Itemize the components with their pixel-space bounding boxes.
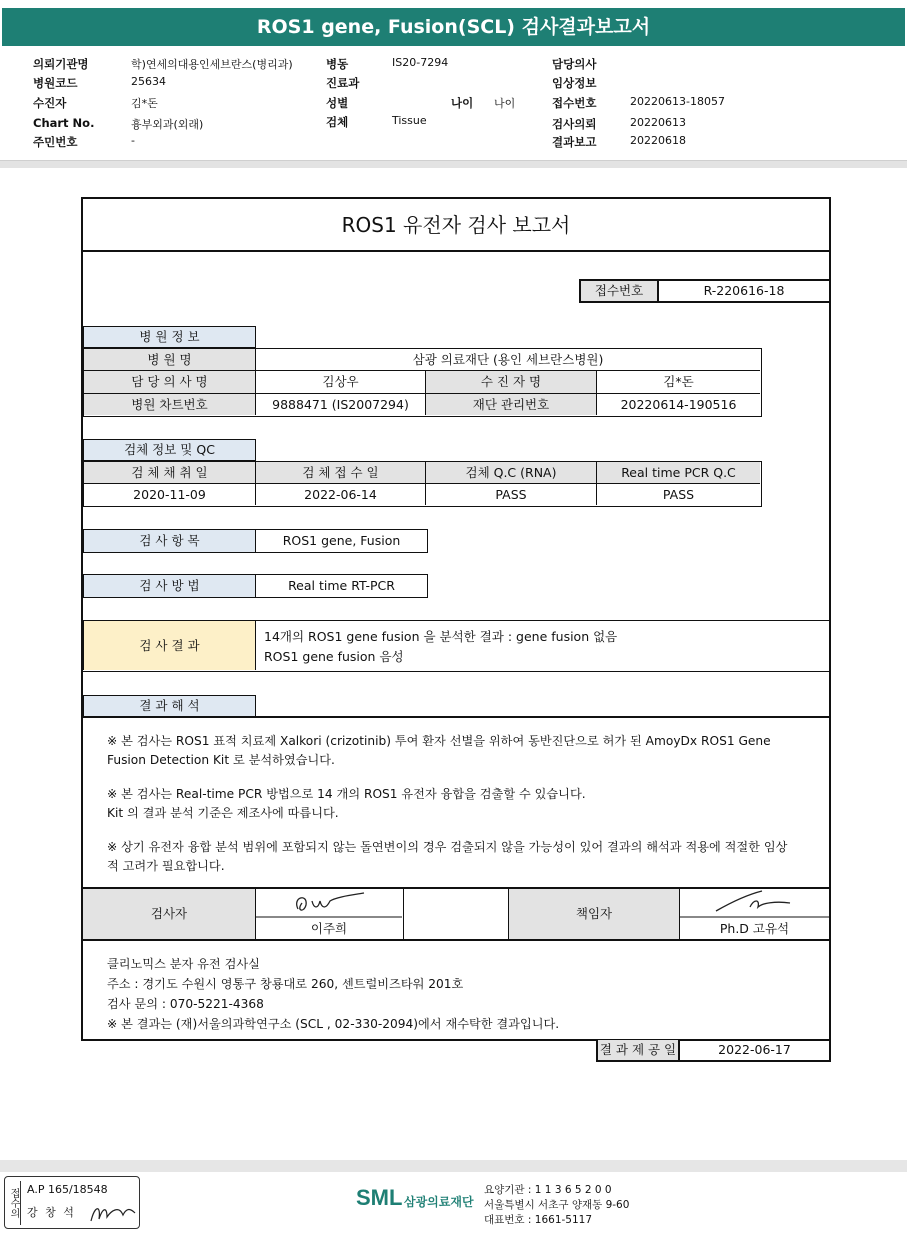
blank-cell xyxy=(404,889,509,939)
doctor-name-label: 담 당 의 사 명 xyxy=(84,371,256,394)
chart-value: 흉부외과(외래) xyxy=(131,118,204,131)
test-item-value: ROS1 gene, Fusion xyxy=(256,529,428,553)
header-divider xyxy=(0,160,907,168)
spec-header: 검체 Q.C (RNA) xyxy=(426,462,597,484)
interp-line: ※ 본 검사는 ROS1 표적 치료제 Xalkori (crizotinib) 투여 환자 선별을 위하여 동반진단으로 허가 된 AmoyDx ROS1 Gene xyxy=(107,734,771,748)
spec-header: Real time PCR Q.C xyxy=(597,462,760,484)
sml-logo-text: SML xyxy=(356,1185,403,1210)
spec-header: 검 체 채 취 일 xyxy=(84,462,256,484)
result-report-label: 결과보고 xyxy=(552,135,597,149)
method-label: 검 사 방 법 xyxy=(83,574,256,598)
rrn-label: 주민번호 xyxy=(33,135,78,149)
request-value: 20220613 xyxy=(630,116,686,129)
dept-label: 진료과 xyxy=(326,76,360,90)
doctor-label: 담당의사 xyxy=(552,57,597,71)
specimen-section-title: 검체 정보 및 QC xyxy=(83,439,256,461)
hospital-info-table xyxy=(83,348,762,417)
rrn-value: - xyxy=(131,134,135,147)
spec-value: 2022-06-14 xyxy=(256,484,426,505)
result-line-1: 14개의 ROS1 gene fusion 을 분석한 결과 : gene fusion 없음 xyxy=(264,629,618,644)
report-title: ROS1 유전자 검사 보고서 xyxy=(83,199,829,252)
request-label: 검사의뢰 xyxy=(552,117,597,131)
chart-no-value: 9888471 (IS2007294) xyxy=(256,394,426,415)
provide-date-value: 2022-06-17 xyxy=(680,1040,831,1062)
interp-line: ※ 본 검사는 Real-time PCR 방법으로 14 개의 ROS1 유전자 융합을 검출할 수 있습니다. xyxy=(107,787,586,801)
sex-label: 성별 xyxy=(326,96,349,110)
footer-divider xyxy=(0,1160,907,1172)
signature-row xyxy=(83,887,829,941)
interp-line: Fusion Detection Kit 로 분석하였습니다. xyxy=(107,753,335,767)
hospital-section-title: 병 원 정 보 xyxy=(83,326,256,348)
specimen-label: 검체 xyxy=(326,115,349,129)
patient-value: 김*돈 xyxy=(131,97,158,110)
lab-line: 검사 문의 : 070-5221-4368 xyxy=(107,997,264,1011)
result-line-2: ROS1 gene fusion 음성 xyxy=(264,649,404,664)
stamp-side-label: 접수의 xyxy=(7,1181,21,1225)
mgmt-no-value: 20220614-190516 xyxy=(620,397,737,412)
test-item-label: 검 사 항 목 xyxy=(83,529,256,553)
lab-line: 클리노믹스 분자 유전 검사실 xyxy=(107,957,260,971)
tester-signature-icon xyxy=(256,889,402,919)
responsible-signature-cell xyxy=(680,889,829,939)
org-name: 삼광의료재단 xyxy=(404,1195,474,1209)
responsible-label: 책임자 xyxy=(509,889,680,939)
org-info-2: 서울특별시 서초구 양재동 9-60 xyxy=(484,1199,630,1211)
patient-name-value: 김*돈 xyxy=(597,371,760,394)
interp-divider xyxy=(83,716,829,718)
org-info-1: 요양기관 : 1 1 3 6 5 2 0 0 xyxy=(484,1184,612,1196)
clinical-label: 임상정보 xyxy=(552,76,597,90)
tester-name: 이주희 xyxy=(310,921,348,936)
result-label: 검 사 결 과 xyxy=(83,621,256,670)
method-value: Real time RT-PCR xyxy=(256,574,428,598)
hospital-code-value: 25634 xyxy=(131,75,166,88)
tester-label: 검사자 xyxy=(83,889,256,939)
sml-logo xyxy=(356,1185,402,1211)
responsible-name: Ph.D 고유석 xyxy=(719,921,790,936)
ward-label: 병동 xyxy=(326,57,349,71)
interp-line: 적 고려가 필요합니다. xyxy=(107,859,225,873)
age-value: 나이 xyxy=(494,97,516,110)
doctor-name-value: 김상우 xyxy=(256,371,426,394)
interp-line: ※ 상기 유전자 융합 분석 범위에 포함되지 않는 돌연변이의 경우 검출되지 않을 가능성이 있어 결과의 해석과 적용에 적절한 임상 xyxy=(107,840,788,854)
hospital-name-value: 삼광 의료재단 (용인 세브란스병원) xyxy=(256,349,760,371)
institution-label: 의뢰기관명 xyxy=(33,57,89,71)
interp-line: Kit 의 결과 분석 기준은 제조사에 따릅니다. xyxy=(107,806,339,820)
responsible-signature-icon xyxy=(680,889,829,919)
hospital-name-label: 병 원 명 xyxy=(84,349,256,371)
stamp-signature-icon xyxy=(89,1201,137,1225)
org-info-3: 대표번호 : 1661-5117 xyxy=(484,1214,593,1226)
receipt-no-label: 접수번호 xyxy=(579,279,659,303)
reception-stamp xyxy=(4,1176,140,1229)
tester-signature-cell xyxy=(256,889,404,939)
result-report-value: 20220618 xyxy=(630,134,686,147)
spec-value: 2020-11-09 xyxy=(84,484,256,505)
receipt-value: 20220613-18057 xyxy=(630,95,725,108)
chart-no-label: 병원 차트번호 xyxy=(84,394,256,415)
spec-value: PASS xyxy=(662,487,695,502)
chart-label: Chart No. xyxy=(33,116,95,130)
ros1-report xyxy=(81,197,831,1041)
hospital-code-label: 병원코드 xyxy=(33,76,78,90)
ward-value: IS20-7294 xyxy=(392,56,449,69)
stamp-line-1: A.P 165/18548 xyxy=(27,1183,108,1196)
specimen-qc-table xyxy=(83,461,762,507)
receipt-no-value: R-220616-18 xyxy=(659,279,829,303)
mgmt-no-label: 재단 관리번호 xyxy=(426,394,597,415)
result-row xyxy=(83,620,829,672)
stamp-line-2: 강 창 석 xyxy=(27,1206,76,1219)
interp-label: 결 과 해 석 xyxy=(83,695,256,717)
specimen-value: Tissue xyxy=(392,114,427,127)
receipt-label: 접수번호 xyxy=(552,96,597,110)
patient-name-label: 수 진 자 명 xyxy=(426,371,597,394)
institution-value: 학)연세의대용인세브란스(병리과) xyxy=(131,58,293,71)
age-label: 나이 xyxy=(451,96,474,110)
provide-date-label: 결 과 제 공 일 xyxy=(596,1040,680,1062)
report-header-title: ROS1 gene, Fusion(SCL) 검사결과보고서 xyxy=(2,8,905,46)
patient-label: 수진자 xyxy=(33,96,67,110)
request-info-header xyxy=(0,50,907,160)
spec-header: 검 체 접 수 일 xyxy=(256,462,426,484)
spec-value: PASS xyxy=(426,484,597,505)
lab-line: 주소 : 경기도 수원시 영통구 창룡대로 260, 센트럴비즈타워 201호 xyxy=(107,977,464,991)
lab-line: ※ 본 결과는 (재)서울의과학연구소 (SCL , 02-330-2094)에서 재수탁한 결과입니다. xyxy=(107,1017,560,1031)
